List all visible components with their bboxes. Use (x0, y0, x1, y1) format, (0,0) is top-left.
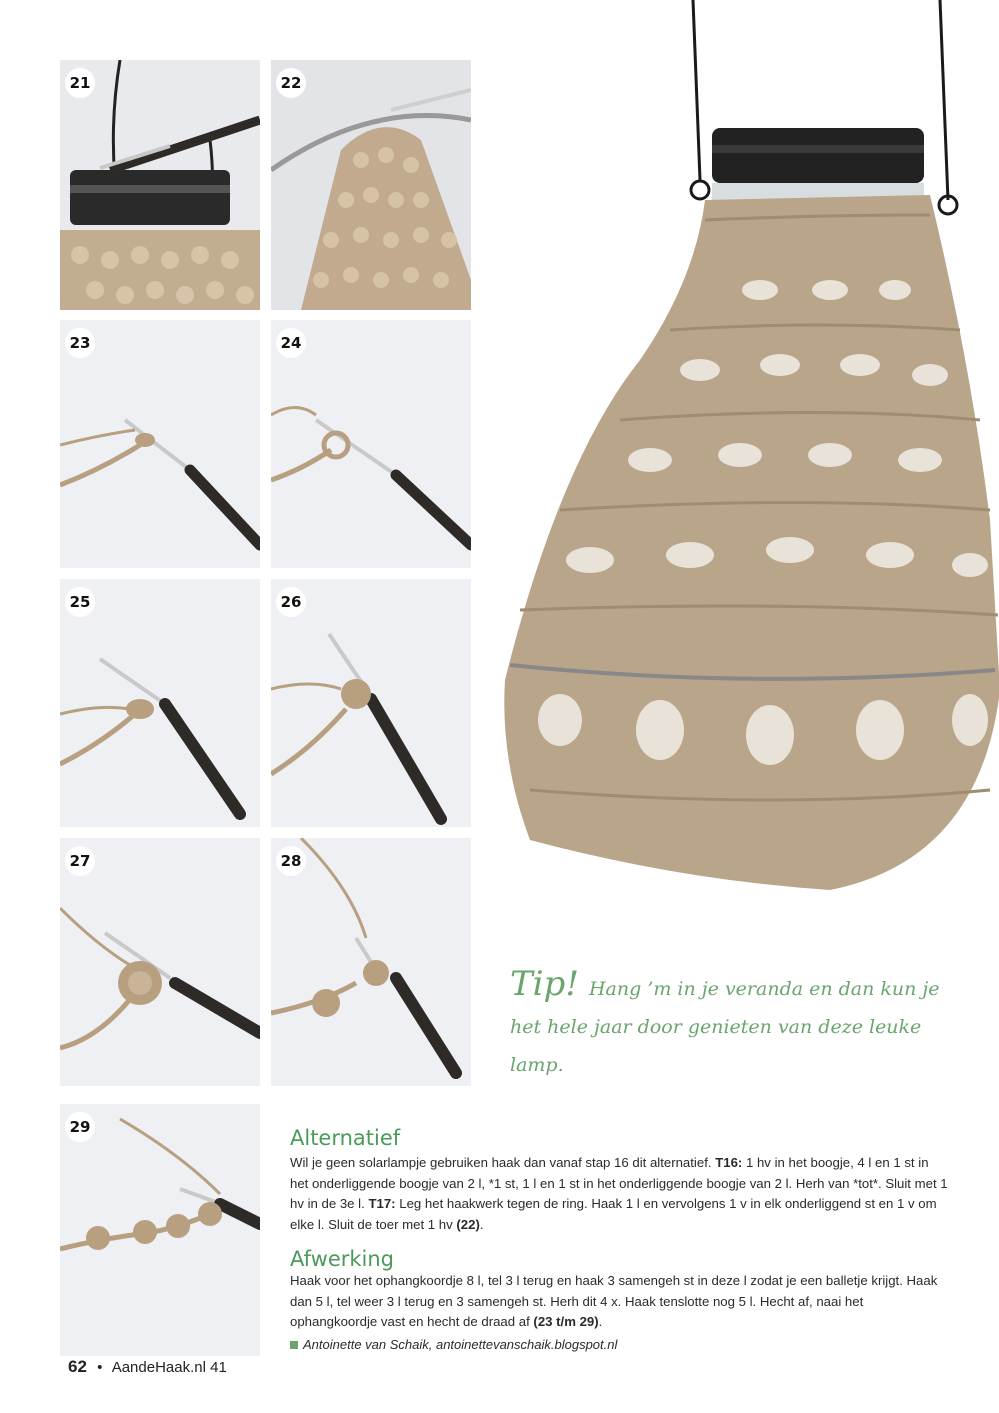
tip-text: Hang ’m in je veranda en dan kun je het hele jaar door genieten van deze leuke lamp. (510, 978, 940, 1076)
crochet-closeup-image (271, 60, 471, 310)
step-photo-29 (60, 1104, 260, 1356)
afwerking-text (290, 1271, 950, 1333)
step-number: 21 (65, 68, 95, 98)
step-photo-24 (271, 320, 471, 568)
step-number: 28 (276, 846, 306, 876)
alternatief-text (290, 1153, 950, 1235)
second-ball-image (271, 838, 471, 1086)
alt-part: 1 hv in het boogje, 4 l en 1 st in het onderliggende boogje van 2 l, *1 st, 1 l en 1 st in het onderliggende boogje van 2 l. Herh van *tot*. Sluit met 1 hv in de 3e l. (290, 1155, 948, 1211)
lamp-photo (500, 0, 999, 900)
step-number: 26 (276, 587, 306, 617)
bullet-square-icon (290, 1341, 298, 1349)
page-number: 62 (68, 1357, 87, 1376)
alt-part: T17: (368, 1196, 396, 1211)
hook-chain-image (60, 320, 260, 568)
magazine-name: AandeHaak.nl 41 (111, 1359, 227, 1376)
hook-loop-image (271, 320, 471, 568)
step-photo-27 (60, 838, 260, 1086)
author-credit (290, 1337, 950, 1352)
step-number: 23 (65, 328, 95, 358)
crochet-ball-image (60, 838, 260, 1086)
afw-part: Haak voor het ophangkoordje 8 l, tel 3 l terug en haak 3 samengeh st in deze l zodat je een balletje krijgt. Haak dan 5 l, tel weer 3 l terug en 3 samengeh st. Herh dit 4 x. Haak tenslotte nog 5 l. Hecht af, naai het ophangkoordje vast en hecht de draad af (290, 1273, 938, 1329)
step-number: 22 (276, 68, 306, 98)
author-text: Antoinette van Schaik, antoinettevanschaik.blogspot.nl (303, 1337, 618, 1352)
step-number: 24 (276, 328, 306, 358)
step-number: 29 (65, 1112, 95, 1142)
step-photo-26 (271, 579, 471, 827)
afwerking-title: Afwerking (290, 1247, 395, 1271)
alt-part: (22) (456, 1216, 480, 1232)
footer-bullet: • (97, 1359, 103, 1376)
jar-lid-image (60, 60, 260, 310)
tip-callout (510, 965, 950, 1084)
afw-part: . (598, 1314, 603, 1329)
page-footer (68, 1357, 227, 1377)
crochet-lamp-image (500, 0, 999, 900)
tip-label: Tip! (510, 964, 579, 1004)
alt-part: . (479, 1216, 484, 1232)
step-photo-25 (60, 579, 260, 827)
alt-part: Wil je geen solarlampje gebruiken haak dan vanaf stap 16 dit alternatief. (290, 1155, 716, 1170)
step-photo-23 (60, 320, 260, 568)
step-photo-28 (271, 838, 471, 1086)
alt-part: Leg het haakwerk tegen de ring. Haak 1 l en vervolgens 1 v in elk onderliggend st en 1 v om elke l. Sluit de toer met 1 hv (290, 1196, 937, 1232)
step-photo-21 (60, 60, 260, 310)
alternatief-title: Alternatief (290, 1126, 401, 1150)
step-number: 27 (65, 846, 95, 876)
hook-stitches-image (60, 579, 260, 827)
afw-part: (23 t/m 29) (533, 1314, 599, 1329)
step-photo-22 (271, 60, 471, 310)
step-number: 25 (65, 587, 95, 617)
hook-ball-image (271, 579, 471, 827)
cord-balls-image (60, 1104, 260, 1356)
alt-part: T16: (715, 1155, 743, 1170)
